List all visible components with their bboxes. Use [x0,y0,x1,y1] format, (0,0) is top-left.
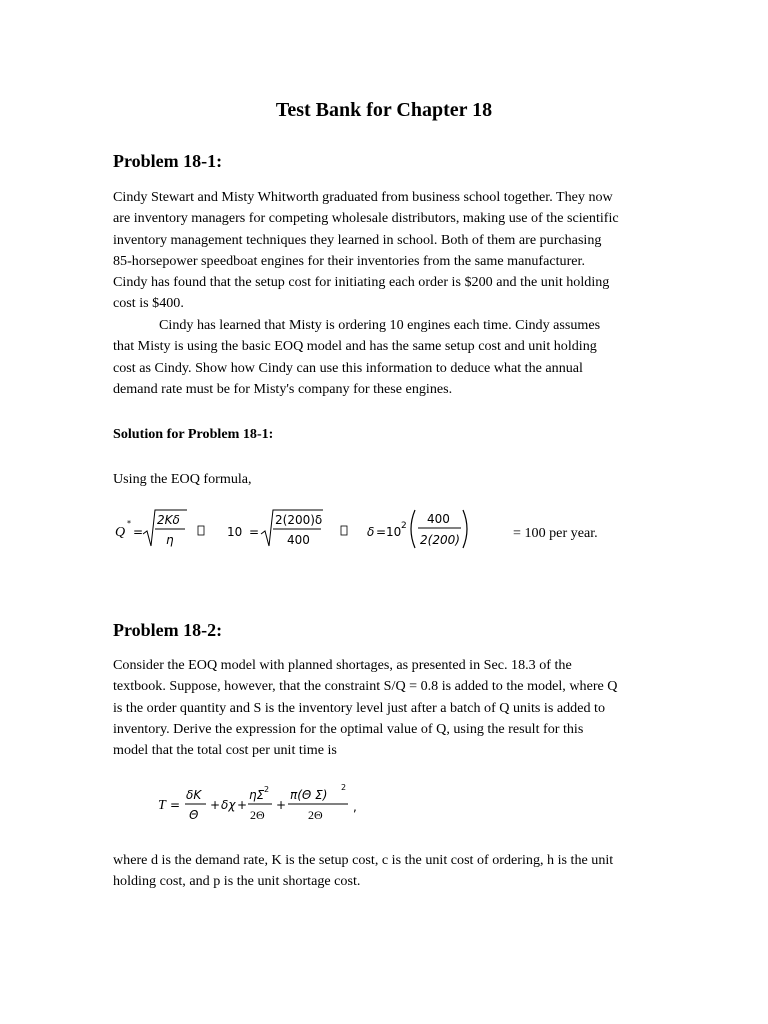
equals-sign: = [249,525,260,539]
implies-arrow-icon [341,526,347,535]
solution-intro: Using the EOQ formula, [113,471,252,487]
problem-18-1-paragraph-1 [113,187,658,315]
term2: δχ [221,798,236,812]
fraction-denominator: 2(200) [420,533,460,547]
total-cost-formula [150,775,390,835]
term3-numerator: ηΣ [249,788,265,802]
plus-sign: + [210,798,221,812]
text-line: are inventory managers for competing wholesale distributors, making use of the scientific [113,210,619,227]
ten-value: 10 [227,525,243,539]
text-line: inventory. Derive the expression for the optimal value of Q, using the result for this [113,720,584,737]
base-value: 10 [386,525,402,539]
fraction-numerator: 2(200)δ [275,513,323,527]
problem-18-2-closing [113,850,658,893]
fraction-denominator: η [166,533,174,547]
equals-sign: = [133,525,144,539]
delta-symbol: δ [367,525,375,539]
fraction-numerator: 2Kδ [157,513,180,527]
eoq-formula [105,500,625,560]
problem-18-2-heading: Problem 18-2: [113,620,223,640]
text-line: cost as Cindy. Show how Cindy can use this information to deduce what the annual [113,359,583,376]
text-line: Cindy Stewart and Misty Whitworth graduated from business school together. They now [113,189,613,205]
problem-18-1-paragraph-2 [113,315,658,400]
trailing-comma: , [353,800,357,814]
term3-exponent: 2 [264,785,270,794]
text-line: model that the total cost per unit time is [113,742,337,759]
equals-sign: = [170,798,181,812]
text-line: Consider the EOQ model with planned shortages, as presented in Sec. 18.3 of the [113,657,572,673]
text-line: textbook. Suppose, however, that the constraint S/Q = 0.8 is added to the model, where Q [113,678,618,695]
page-title: Test Bank for Chapter 18 [275,99,493,121]
q-star-symbol: Q [115,525,126,540]
problem-18-2-paragraph [113,655,658,761]
star-superscript: * [127,519,131,528]
t-symbol: T [158,798,166,813]
text-line: Cindy has learned that Misty is ordering 10 engines each time. Cindy assumes [159,317,601,333]
text-line: where d is the demand rate, K is the setup cost, c is the unit cost of ordering, h is the unit [113,852,614,868]
fraction-numerator: 400 [427,512,450,526]
term4-numerator: π(Θ Σ) [290,788,328,802]
text-line: is the order quantity and S is the inventory level just after a batch of Q units is added to [113,699,605,716]
term1-denominator: Θ [189,808,199,822]
plus-sign: + [237,798,248,812]
implies-arrow-icon [198,526,204,535]
text-line: demand rate must be for Misty's company for these engines. [113,380,453,397]
term4-exponent: 2 [341,783,347,792]
term1-numerator: δK [186,788,202,802]
fraction-denominator: 400 [287,533,310,547]
plus-sign: + [276,798,287,812]
term3-denominator: 2Θ [250,808,265,822]
text-line: holding cost, and p is the unit shortage cost. [113,873,361,890]
right-paren [463,510,467,548]
formula-result: = 100 per year. [513,525,598,541]
term4-denominator: 2Θ [308,808,323,822]
text-line: cost is $400. [113,295,184,312]
text-line: that Misty is using the basic EOQ model and has the same setup cost and unit holding [113,338,597,355]
text-line: Cindy has found that the setup cost for initiating each order is $200 and the unit holding [113,274,610,291]
text-line: inventory management techniques they learned in school. Both of them are purchasing [113,231,602,248]
text-line: 85-horsepower speedboat engines for their inventories from the same manufacturer. [113,252,585,269]
exponent: 2 [401,521,407,531]
solution-18-1-heading: Solution for Problem 18-1: [113,426,274,442]
equals-sign: = [376,525,387,539]
problem-18-1-heading: Problem 18-1: [113,151,223,171]
left-paren [411,510,415,548]
